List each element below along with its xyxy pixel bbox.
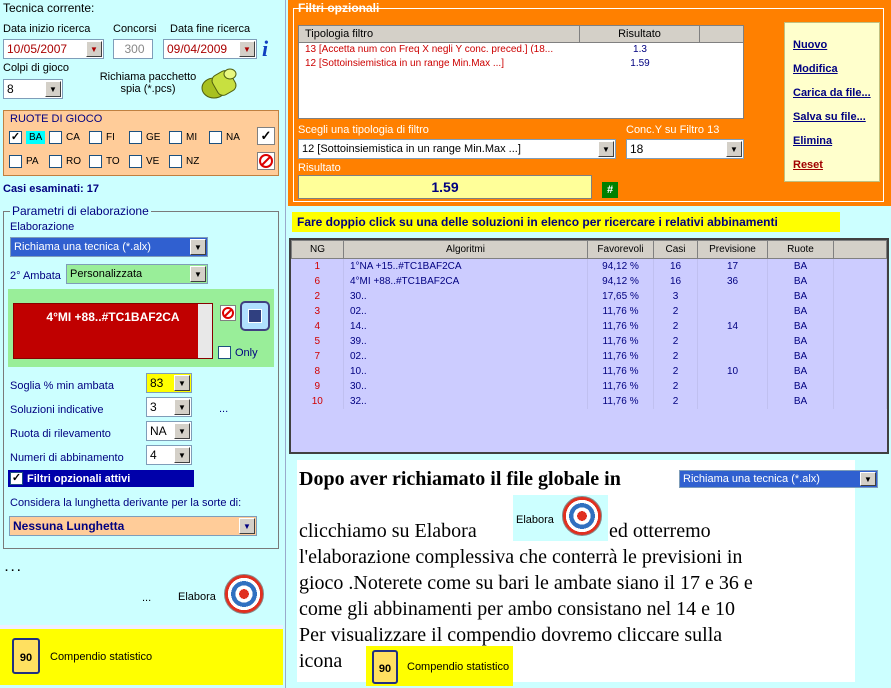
table-cell: 11,76 %: [588, 394, 654, 409]
table-cell: 30..: [344, 379, 588, 394]
nuovo-link[interactable]: Nuovo: [793, 39, 828, 51]
data-inizio-label: Data inizio ricerca: [3, 23, 91, 35]
notes-compendio-num: 90: [378, 663, 392, 675]
ambata2-label: 2° Ambata: [10, 270, 61, 282]
scegli-select[interactable]: [298, 139, 616, 159]
ruota-ril-value: NA: [150, 424, 167, 438]
table-cell: 94,12 %: [588, 274, 654, 289]
ruota-label: MI: [186, 132, 198, 143]
table-cell: 4°MI +88..#TC1BAF2CA: [344, 274, 588, 289]
table-cell: 32..: [344, 394, 588, 409]
ruota-nz[interactable]: [169, 155, 199, 168]
table-cell-filler: [834, 334, 887, 349]
ruota-to[interactable]: [89, 155, 120, 168]
ruota-label: CA: [66, 132, 80, 143]
results-header-algoritmi[interactable]: Algoritmi: [344, 241, 588, 259]
chevron-down-icon: ▼: [45, 81, 61, 97]
table-cell: 10..: [344, 364, 588, 379]
table-cell: 16: [654, 259, 698, 274]
ruota-ril-label: Ruota di rilevamento: [10, 428, 111, 440]
ruota-label: NZ: [186, 156, 200, 167]
notes-line6: Per visualizzare il compendio dovremo cliccare sulla: [299, 624, 723, 646]
ruota-fi[interactable]: [89, 131, 115, 144]
elabora-target-icon[interactable]: [224, 574, 264, 614]
table-row[interactable]: [292, 304, 887, 319]
filtri-rows: [299, 43, 743, 71]
table-cell: [698, 304, 768, 319]
results-header-ruote[interactable]: Ruote: [768, 241, 834, 259]
phone-icon[interactable]: [240, 301, 270, 331]
chevron-down-icon: ▼: [190, 266, 206, 282]
pacchetto-spia-icon[interactable]: [200, 64, 240, 102]
table-cell: BA: [768, 394, 834, 409]
table-cell: BA: [768, 364, 834, 379]
results-header-previsione[interactable]: Previsione: [698, 241, 768, 259]
table-cell: 3: [292, 304, 344, 319]
ruota-na[interactable]: [209, 131, 240, 144]
ruota-checkbox[interactable]: [9, 155, 22, 168]
table-cell: 5: [292, 334, 344, 349]
table-row[interactable]: [292, 259, 887, 274]
table-cell: 1: [292, 259, 344, 274]
notes-inline-select-value: Richiama una tecnica (*.alx): [683, 473, 820, 485]
filtri-attivi-toggle[interactable]: [8, 470, 194, 487]
table-cell: 17,65 %: [588, 289, 654, 304]
ruota-ro[interactable]: [49, 155, 81, 168]
notes-line7: icona: [299, 650, 343, 672]
formula-panel: [8, 289, 274, 367]
table-row[interactable]: [292, 334, 887, 349]
notes-line2b: ed otterremo: [609, 520, 711, 542]
elaborazione-label: Elaborazione: [10, 221, 75, 233]
ruota-label: BA: [26, 131, 45, 144]
table-cell-filler: [834, 319, 887, 334]
lunghetta-value: Nessuna Lunghetta: [13, 519, 125, 533]
soglia-label: Soglia % min ambata: [10, 380, 114, 392]
table-cell: 02..: [344, 349, 588, 364]
notes-target-icon: [562, 496, 602, 536]
chevron-down-icon: ▼: [190, 239, 206, 255]
table-cell: BA: [768, 259, 834, 274]
results-header-favorevoli[interactable]: Favorevoli: [588, 241, 654, 259]
hash-label: #: [606, 184, 614, 196]
results-body: [292, 259, 887, 409]
soglia-value: 83: [150, 376, 164, 390]
modifica-link[interactable]: Modifica: [793, 63, 838, 75]
table-cell: 8: [292, 364, 344, 379]
ruota-ve[interactable]: [129, 155, 159, 168]
table-cell: 2: [654, 364, 698, 379]
chevron-down-icon: ▼: [860, 472, 876, 486]
table-cell: 2: [654, 334, 698, 349]
table-cell: 3: [654, 289, 698, 304]
table-cell: [698, 349, 768, 364]
table-cell-filler: [834, 349, 887, 364]
concorsi-input[interactable]: [113, 39, 153, 59]
table-cell: 4: [292, 319, 344, 334]
data-fine-value: 09/04/2009: [167, 42, 228, 56]
reset-link[interactable]: Reset: [793, 159, 823, 171]
info-icon[interactable]: i: [262, 36, 269, 61]
notes-compendio-label: Compendio statistico: [407, 661, 510, 673]
filtri-row[interactable]: [299, 57, 743, 71]
table-cell: 11,76 %: [588, 334, 654, 349]
notes-line4: gioco .Noterete come su bari le ambate siano il 17 e 36 e: [299, 572, 753, 594]
colpi-value: 8: [7, 82, 14, 96]
ruota-label: NA: [226, 132, 240, 143]
table-cell: 11,76 %: [588, 349, 654, 364]
ruota-pa[interactable]: [9, 155, 39, 168]
table-cell: [698, 394, 768, 409]
table-cell: [698, 334, 768, 349]
elimina-link[interactable]: Elimina: [793, 135, 833, 147]
dots-left: . . .: [5, 562, 21, 574]
formula-text: 4°MI +88..#TC1BAF2CA: [46, 310, 180, 324]
table-cell: 11,76 %: [588, 319, 654, 334]
ambata2-select[interactable]: [66, 264, 208, 284]
elabora-label: Elabora: [178, 591, 216, 603]
table-cell: 17: [698, 259, 768, 274]
table-cell: BA: [768, 274, 834, 289]
elaborazione-select[interactable]: [10, 237, 208, 257]
scegli-label: Scegli una tipologia di filtro: [298, 124, 429, 136]
table-row[interactable]: [292, 394, 887, 409]
table-cell: 7: [292, 349, 344, 364]
table-cell: 9: [292, 379, 344, 394]
table-cell: BA: [768, 319, 834, 334]
ruota-ril-select[interactable]: [146, 421, 192, 441]
chevron-down-icon: ▼: [598, 141, 614, 157]
table-cell: 39..: [344, 334, 588, 349]
table-cell-filler: [834, 379, 887, 394]
ruota-label: PA: [26, 156, 39, 167]
soluzioni-select[interactable]: [146, 397, 192, 417]
chevron-down-icon: ▼: [174, 447, 190, 463]
table-row[interactable]: [292, 364, 887, 379]
notes-line5: come gli abbinamenti per ambo consistano nel 14 e 10: [299, 598, 735, 620]
numeri-abb-select[interactable]: [146, 445, 192, 465]
filtri-list[interactable]: [298, 25, 744, 119]
elabora-ellipsis: ...: [142, 592, 152, 604]
table-cell: [698, 289, 768, 304]
chevron-down-icon: ▼: [726, 141, 742, 157]
table-cell: [698, 379, 768, 394]
col-tipologia-header[interactable]: Tipologia filtro: [299, 26, 580, 42]
table-row[interactable]: [292, 289, 887, 304]
ruota-checkbox[interactable]: ✓: [10, 131, 21, 143]
ruota-ca[interactable]: [49, 131, 80, 144]
data-fine-label: Data fine ricerca: [170, 23, 251, 35]
results-table: [291, 240, 887, 409]
table-row[interactable]: [292, 274, 887, 289]
ruota-label: FI: [106, 132, 115, 143]
hash-button[interactable]: [602, 182, 618, 198]
table-cell: 2: [292, 289, 344, 304]
casi-esaminati: Casi esaminati: 17: [3, 183, 99, 195]
table-cell: 1°NA +15..#TC1BAF2CA: [344, 259, 588, 274]
chevron-down-icon: ▼: [86, 41, 102, 57]
table-cell-filler: [834, 304, 887, 319]
notes-line2a: clicchiamo su Elabora: [299, 520, 477, 542]
concy-value: 18: [630, 142, 644, 156]
formula-scrollbar[interactable]: [198, 304, 212, 358]
table-cell: 10: [292, 394, 344, 409]
ruote-title: RUOTE DI GIOCO: [10, 113, 103, 125]
ruota-checkbox[interactable]: [169, 131, 182, 144]
only-checkbox[interactable]: [218, 346, 258, 359]
table-cell: 11,76 %: [588, 304, 654, 319]
ruota-checkbox[interactable]: [129, 131, 142, 144]
lunghetta-label: Considera la lunghetta derivante per la sorte di:: [10, 497, 242, 509]
filtri-attivi-checkbox[interactable]: ✓: [11, 472, 22, 484]
compendio-icon[interactable]: [12, 638, 40, 674]
data-inizio-select[interactable]: [3, 39, 104, 59]
table-cell: 36: [698, 274, 768, 289]
concy-label: Conc.Y su Filtro 13: [626, 124, 720, 136]
notes-compendio-icon: [372, 650, 398, 684]
table-cell-filler: [834, 259, 887, 274]
table-cell-filler: [834, 364, 887, 379]
notes-line3: l'elaborazione complessiva che conterrà le previsioni in: [299, 546, 743, 568]
table-cell-filler: [834, 394, 887, 409]
results-header-row: [292, 241, 887, 259]
results-header-filler: [834, 241, 887, 259]
soglia-select[interactable]: [146, 373, 192, 393]
salva-link[interactable]: Salva su file...: [793, 111, 866, 123]
parametri-title: Parametri di elaborazione: [12, 204, 149, 218]
filtri-attivi-label: Filtri opzionali attivi: [27, 472, 131, 485]
check-all-button[interactable]: ✓: [257, 127, 275, 145]
compendio-label: Compendio statistico: [50, 651, 153, 663]
colpi-label: Colpi di gioco: [3, 62, 70, 74]
ruota-checkbox[interactable]: [49, 131, 62, 144]
data-inizio-value: 10/05/2007: [7, 42, 68, 56]
table-cell: 11,76 %: [588, 379, 654, 394]
concorsi-value: 300: [124, 42, 145, 56]
chevron-down-icon: ▼: [174, 399, 190, 415]
ruota-label: TO: [106, 156, 120, 167]
ruota-checkbox[interactable]: [89, 131, 102, 144]
table-cell: 16: [654, 274, 698, 289]
ruota-label: VE: [146, 156, 160, 167]
ruota-checkbox[interactable]: [129, 155, 142, 168]
table-cell: 30..: [344, 289, 588, 304]
table-cell: BA: [768, 349, 834, 364]
chevron-down-icon: ▼: [174, 423, 190, 439]
soluzioni-ellipsis: ...: [219, 403, 229, 415]
results-header-casi[interactable]: Casi: [654, 241, 698, 259]
table-cell: 11,76 %: [588, 364, 654, 379]
clear-all-button[interactable]: [257, 152, 275, 170]
notes-elabora-label: Elabora: [516, 514, 554, 526]
numeri-abb-value: 4: [150, 448, 157, 462]
ruota-label: GE: [146, 132, 161, 143]
table-cell: 10: [698, 364, 768, 379]
ruota-label: RO: [66, 156, 81, 167]
only-checkbox-box[interactable]: [218, 346, 231, 359]
elaborazione-value: Richiama una tecnica (*.alx): [14, 241, 151, 253]
chevron-down-icon: ▼: [239, 41, 255, 57]
notes-line1: Dopo aver richiamato il file globale in: [299, 468, 621, 490]
filtri-tipologia-cell: 12 [Sottoinsiemistica in un range Min.Max ...]: [305, 58, 504, 69]
compendio-num: 90: [19, 652, 33, 664]
colpi-select[interactable]: [3, 79, 63, 99]
table-cell: 2: [654, 304, 698, 319]
ruota-checkbox[interactable]: [89, 155, 102, 168]
table-cell: 02..: [344, 304, 588, 319]
ruota-checkbox[interactable]: [209, 131, 222, 144]
table-cell: BA: [768, 379, 834, 394]
chevron-down-icon: ▼: [239, 518, 255, 534]
notes-inline-select: [679, 470, 878, 488]
concorsi-label: Concorsi: [113, 23, 157, 35]
only-label: Only: [235, 346, 258, 359]
chevron-down-icon: ▼: [174, 375, 190, 391]
risultato-value: 1.59: [431, 179, 459, 195]
table-cell: BA: [768, 289, 834, 304]
table-cell: BA: [768, 304, 834, 319]
left-panel: [0, 0, 286, 688]
table-cell: 94,12 %: [588, 259, 654, 274]
filtri-risultato-cell: 1.3: [633, 44, 647, 55]
ruota-mi[interactable]: [169, 131, 197, 144]
results-header-ng[interactable]: NG: [292, 241, 344, 259]
lunghetta-select[interactable]: [9, 516, 257, 536]
table-cell: 14..: [344, 319, 588, 334]
table-cell: 2: [654, 379, 698, 394]
scegli-value: 12 [Sottoinsiemistica in un range Min.Max ...]: [302, 143, 521, 155]
instruction-bar: [292, 212, 840, 232]
table-cell-filler: [834, 289, 887, 304]
ruota-checkbox[interactable]: [169, 155, 182, 168]
table-row[interactable]: [292, 379, 887, 394]
formula-box[interactable]: [13, 303, 213, 359]
table-cell: 2: [654, 319, 698, 334]
risultato-field: [298, 175, 592, 199]
ruota-checkbox[interactable]: [49, 155, 62, 168]
table-cell: 14: [698, 319, 768, 334]
risultato-label: Risultato: [298, 162, 341, 174]
filtri-title: Filtri opzionali: [298, 1, 380, 15]
filtri-risultato-cell: 1.59: [630, 58, 650, 69]
concy-select[interactable]: [626, 139, 744, 159]
results-grid[interactable]: [289, 238, 889, 454]
table-row[interactable]: [292, 349, 887, 364]
richiama-label: Richiama pacchetto spia (*.pcs): [99, 71, 197, 95]
col-risultato-header[interactable]: Risultato: [580, 26, 700, 42]
ruota-ge[interactable]: [129, 131, 160, 144]
table-cell: 6: [292, 274, 344, 289]
table-cell: 2: [654, 349, 698, 364]
table-cell-filler: [834, 274, 887, 289]
instruction-text: Fare doppio click su una delle soluzioni in elenco per ricercare i relativi abbinamenti: [297, 215, 778, 229]
soluzioni-label: Soluzioni indicative: [10, 404, 104, 416]
data-fine-select[interactable]: [163, 39, 257, 59]
ruota-ba[interactable]: [9, 131, 45, 144]
table-row[interactable]: [292, 319, 887, 334]
filtri-tipologia-cell: 13 [Accetta num con Freq X negli Y conc. preced.] (18...: [305, 44, 554, 55]
ambata2-value: Personalizzata: [70, 268, 143, 280]
table-cell: 2: [654, 394, 698, 409]
tecnica-title: Tecnica corrente:: [3, 1, 95, 15]
filtri-row[interactable]: [299, 43, 743, 57]
soluzioni-value: 3: [150, 400, 157, 414]
remove-formula-button[interactable]: [220, 305, 236, 321]
table-cell: BA: [768, 334, 834, 349]
carica-link[interactable]: Carica da file...: [793, 87, 871, 99]
numeri-abb-label: Numeri di abbinamento: [10, 452, 124, 464]
